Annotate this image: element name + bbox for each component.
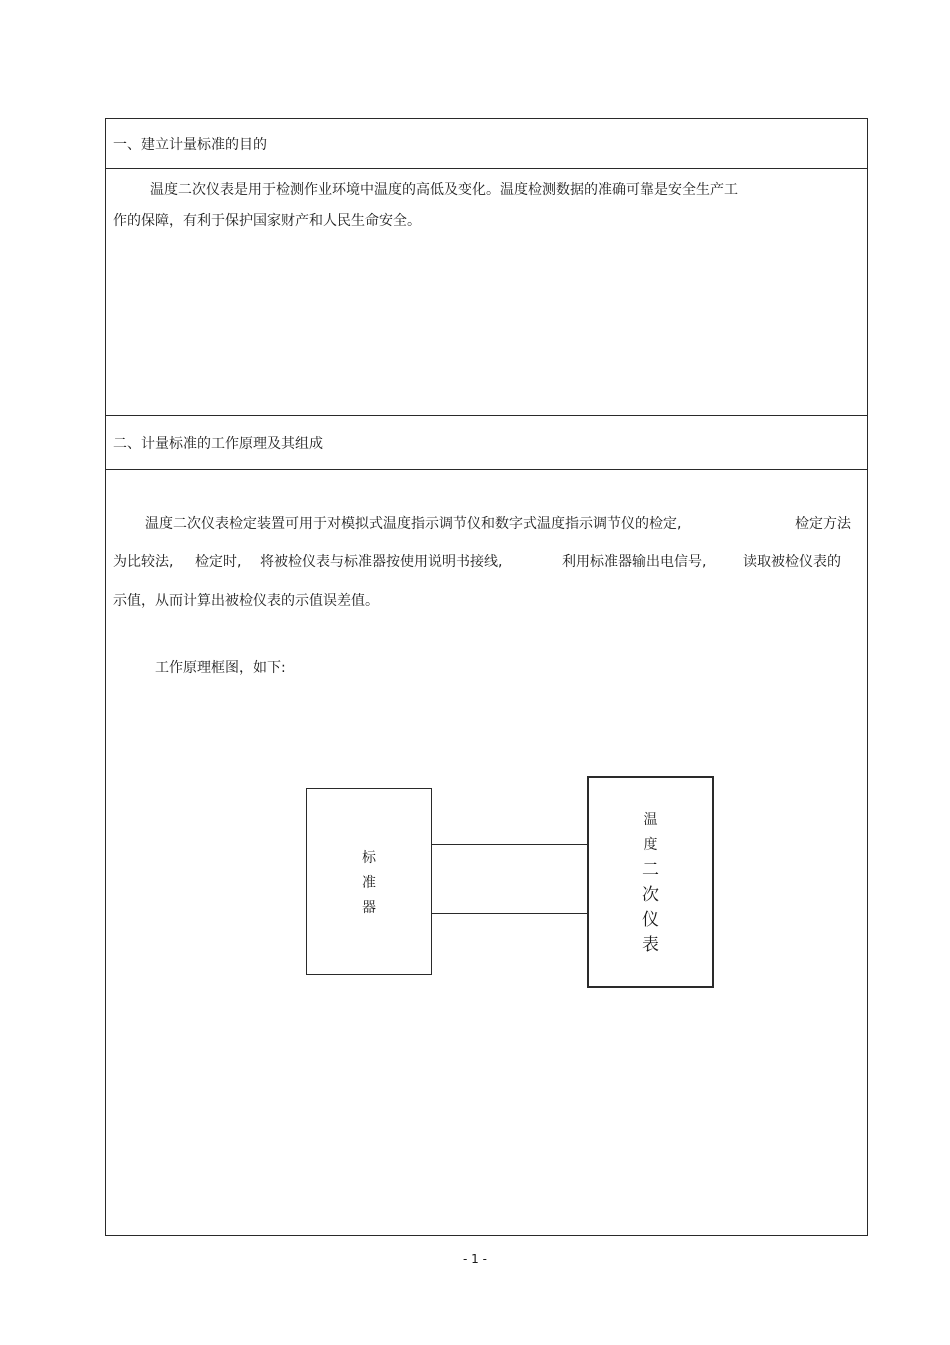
secondary-instrument-char: 仪 (642, 910, 659, 930)
secondary-instrument-char: 次 (642, 885, 659, 905)
secondary-instrument-char: 二 (642, 860, 659, 880)
divider (106, 168, 867, 169)
connection-line-top (432, 844, 587, 845)
section2-paragraph-line2d: 利用标准器输出电信号, (562, 554, 707, 570)
secondary-instrument-box (587, 776, 714, 988)
standard-device-char: 器 (362, 900, 376, 916)
standard-device-label (307, 846, 431, 921)
section1-paragraph-line2: 作的保障，有利于保护国家财产和人民生命安全。 (113, 213, 421, 229)
section2-paragraph-line1a: 温度二次仪表检定装置可用于对模拟式温度指示调节仪和数字式温度指示调节仪的检定, (145, 516, 682, 532)
section2-paragraph-line2c: 将被检仪表与标准器按使用说明书接线, (260, 554, 503, 570)
section2-paragraph-line1b: 检定方法 (795, 516, 851, 532)
secondary-instrument-char: 温 (643, 812, 658, 828)
standard-device-box (306, 788, 432, 975)
standard-device-char: 标 (362, 850, 376, 866)
secondary-instrument-label (589, 808, 712, 958)
section1-heading: 一、建立计量标准的目的 (113, 137, 267, 153)
page-number: - 1 - (463, 1252, 487, 1266)
section1-paragraph-line1: 温度二次仪表是用于检测作业环境中温度的高低及变化。温度检测数据的准确可靠是安全生产工 (150, 182, 738, 198)
section2-paragraph-line3: 示值，从而计算出被检仪表的示值误差值。 (113, 593, 379, 609)
secondary-instrument-char: 表 (642, 935, 659, 955)
section2-heading: 二、计量标准的工作原理及其组成 (113, 436, 323, 452)
diagram-intro: 工作原理框图，如下: (155, 660, 286, 676)
standard-device-char: 准 (362, 875, 376, 891)
divider (106, 415, 867, 416)
section2-paragraph-line2b: 检定时, (195, 554, 242, 570)
section2-paragraph-line2e: 读取被检仪表的 (743, 554, 841, 570)
divider (106, 469, 867, 470)
connection-line-bottom (432, 913, 587, 914)
secondary-instrument-char: 度 (643, 837, 658, 853)
section2-paragraph-line2a: 为比较法, (113, 554, 174, 570)
